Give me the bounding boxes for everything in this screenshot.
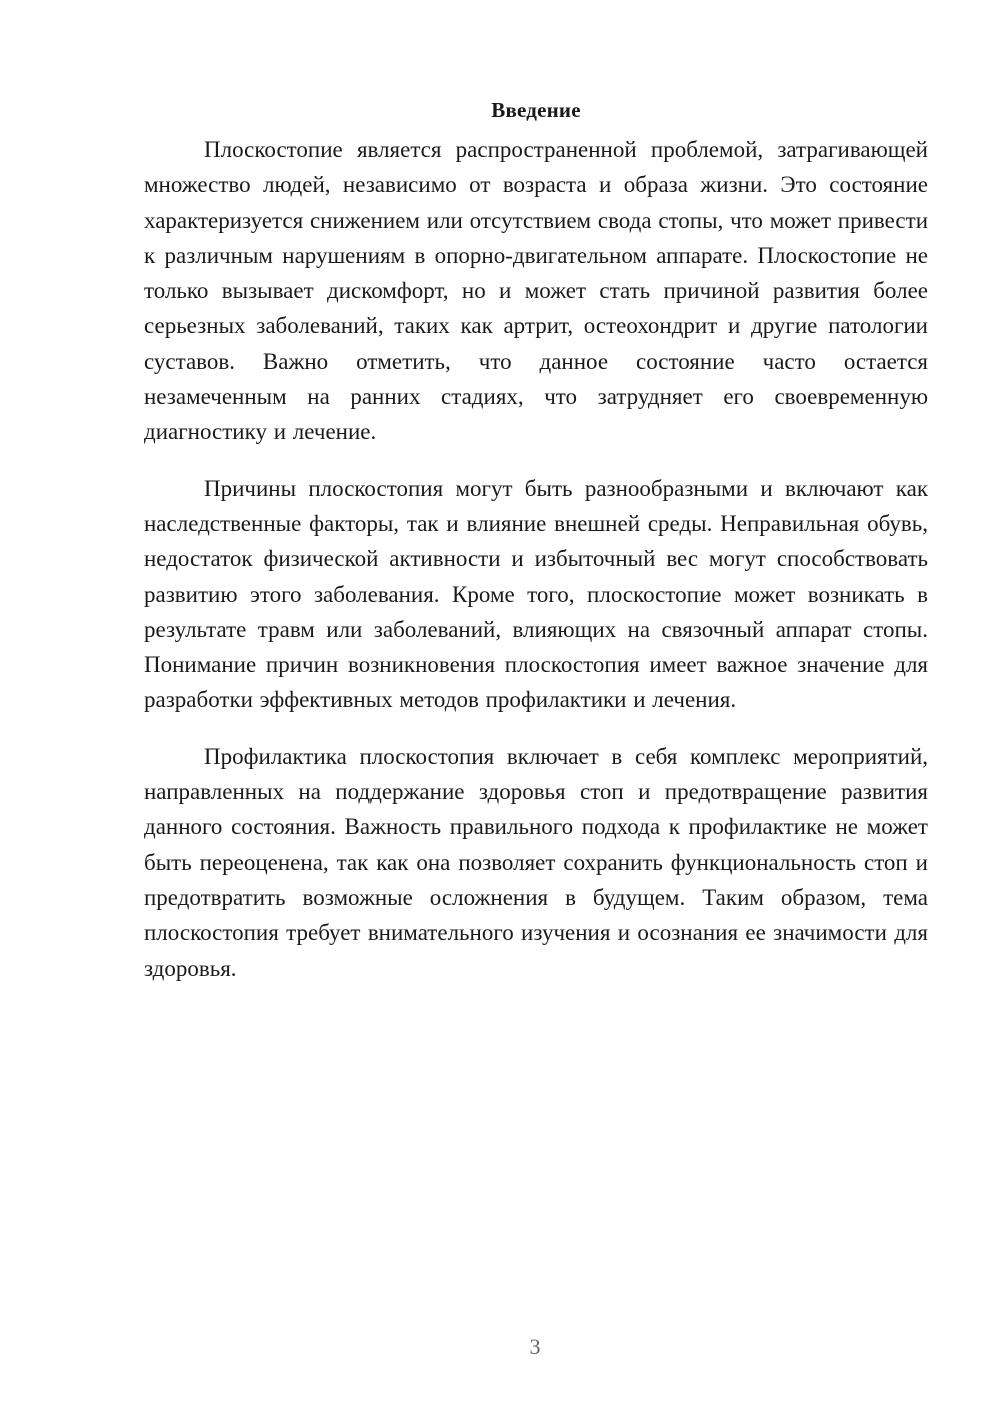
page-number: 3 (529, 1334, 541, 1359)
section-heading: Введение (491, 98, 581, 122)
page-content (144, 92, 928, 986)
paragraph-1: Плоскостопие является распространенной проблемой, затрагивающей множество людей, независимо от возраста и образа жизни. Это состояние характеризуется снижением или отсутствием свода стопы, что может привести к различным нарушениям в опорно-двигательном аппарате. Плоскостопие не только вызывает дискомфорт, но и может стать причиной развития более серьезных заболеваний, таких как артрит, остеохондрит и другие патологии суставов. Важно отметить, что данное состояние часто остается незамеченным на ранних стадиях, что затрудняет его своевременную диагностику и лечение. (144, 137, 928, 445)
paragraph-2: Причины плоскостопия могут быть разнообразными и включают как наследственные факторы, так и влияние внешней среды. Неправильная обувь, недостаток физической активности и избыточный вес могут способствовать развитию этого заболевания. Кроме того, плоскостопие может возникать в результате травм или заболеваний, влияющих на связочный аппарат стопы. Понимание причин возникновения плоскостопия имеет важное значение для разработки эффективных методов профилактики и лечения. (144, 475, 928, 713)
paragraph-3: Профилактика плоскостопия включает в себя комплекс мероприятий, направленных на поддержание здоровья стоп и предотвращение развития данного состояния. Важность правильного подхода к профилактике не может быть переоценена, так как она позволяет сохранить функциональность стоп и предотвратить возможные осложнения в будущем. Таким образом, тема плоскостопия требует внимательного изучения и осознания ее значимости для здоровья. (144, 743, 928, 981)
